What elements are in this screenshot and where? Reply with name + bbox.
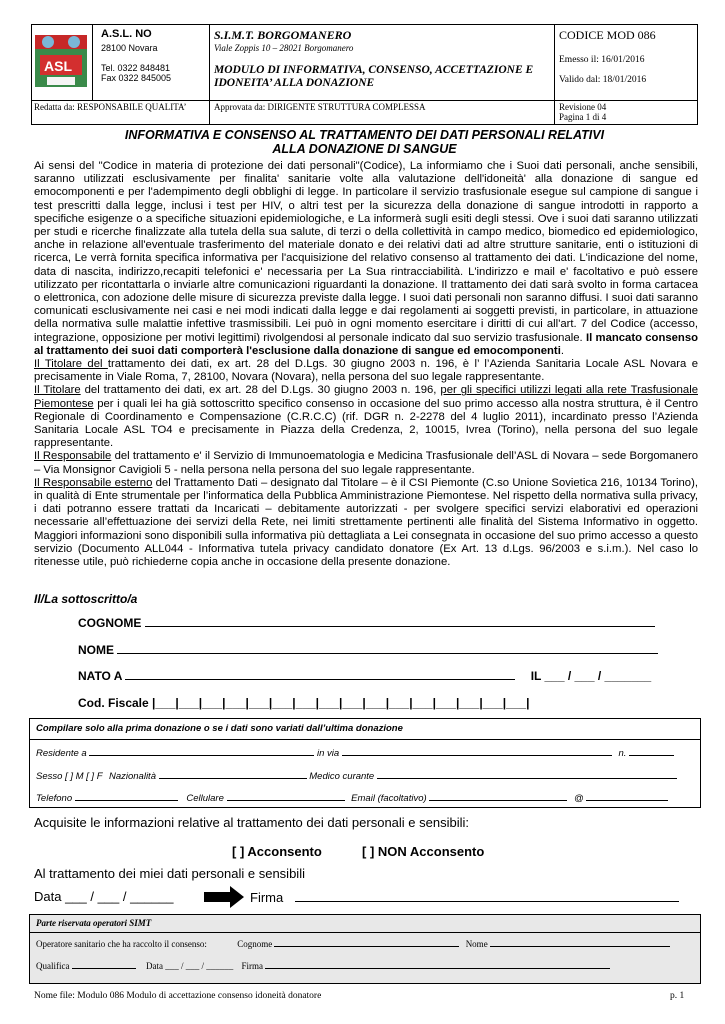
operator-cognome-label: Cognome (237, 939, 273, 949)
footer-page: p. 1 (670, 991, 685, 1001)
email-label: Email (facoltativo) (351, 793, 427, 804)
contact-row (36, 791, 668, 804)
doctor-label: Medico curante (309, 771, 375, 782)
operator-box-title: Parte riservata operatori SIMT (36, 918, 152, 928)
consent-no-checkbox[interactable]: [ ] NON Acconsento (362, 844, 485, 859)
operator-box-header (30, 915, 700, 933)
number-field[interactable] (629, 746, 674, 756)
residente-field[interactable] (89, 746, 314, 756)
approved-cell (210, 101, 555, 125)
cognome-field[interactable] (145, 616, 655, 627)
nationality-field[interactable] (159, 769, 307, 779)
revision: Revisione 04 (559, 102, 607, 112)
module-title: MODULO DI INFORMATIVA, CONSENSO, ACCETTAZIONE E IDONEITA’ ALLA DONAZIONE (214, 64, 534, 89)
issued-date: Emesso il: 16/01/2016 (559, 55, 645, 65)
operator-cognome-field[interactable] (274, 938, 459, 947)
valid-date: Valido dal: 18/01/2016 (559, 75, 647, 85)
doctor-field[interactable] (377, 769, 677, 779)
arrow-right-icon (204, 886, 244, 908)
asl-title: A.S.L. NO (101, 28, 152, 40)
asl-logo-icon (32, 25, 90, 95)
operator-label: Operatore sanitario che ha raccolto il consenso: (36, 939, 207, 949)
consent-yes-checkbox[interactable]: [ ] Acconsento (232, 844, 322, 859)
logo-text: ASL (44, 58, 72, 74)
personal-data-box-header (30, 719, 700, 740)
title-line-1: INFORMATIVA E CONSENSO AL TRATTAMENTO DEI DATI PERSONALI RELATIVI (124, 128, 605, 142)
simt-cell (210, 25, 555, 101)
operator-box (29, 914, 701, 984)
module-code: CODICE MOD 086 (559, 28, 656, 42)
mobile-field[interactable] (227, 791, 345, 801)
approved-by: Approvata da: DIRIGENTE STRUTTURA COMPLESSA (214, 102, 426, 112)
qualifica-field[interactable] (72, 960, 136, 969)
footer-filename: Nome file: Modulo 086 Modulo di accettazione consenso idoneità donatore (34, 991, 322, 1001)
paragraph-titolare: Il Titolare del trattamento dei dati, ex art. 28 del D.Lgs. 30 giugno 2003 n. 196, è l’ l’Azienda Sanitaria Locale ASL Novara e precisamente in Viale Roma, 7, 28100, Novara (Novara), nella persona del suo legale rappresentante. (34, 358, 698, 384)
operator-date-field[interactable]: Data ___ / ___ / ______ (145, 961, 234, 971)
cognome-label: COGNOME (78, 616, 142, 630)
via-field[interactable] (342, 746, 612, 756)
nome-field[interactable] (117, 643, 658, 654)
nato-line (78, 669, 651, 683)
sensitive-data-label: Al trattamento dei miei dati personali e sensibili (34, 866, 305, 881)
asl-fax: Fax 0322 845005 (101, 73, 172, 83)
donor-signature-field[interactable] (295, 889, 679, 902)
sex-row (36, 769, 677, 782)
operator-nome-label: Nome (465, 939, 488, 949)
mobile-label: Cellulare (186, 793, 224, 804)
birth-date-field[interactable]: IL ___ / ___ / _______ (530, 669, 652, 683)
nationality-label: Nazionalità (108, 771, 156, 782)
cognome-line (78, 616, 655, 630)
asl-address: 28100 Novara (101, 43, 158, 53)
qualifica-label: Qualifica (36, 961, 70, 971)
code-cell (555, 25, 698, 101)
email-field[interactable] (429, 791, 567, 801)
operator-nome-field[interactable] (490, 938, 670, 947)
drafted-by: Redatta da: RESPONSABILE QUALITA’ (34, 102, 187, 112)
phone-field[interactable] (75, 791, 178, 801)
operator-row (36, 938, 670, 949)
acquired-info: Acquisite le informazioni relative al trattamento dei dati personali e sensibili: (34, 815, 469, 830)
page-count: Pagina 1 di 4 (559, 112, 607, 122)
operator-signature-field[interactable] (265, 960, 610, 969)
paragraph-responsabile-esterno: Il Responsabile esterno del Trattamento Dati – designato dal Titolare – è il CSI Piemonte (C.so Unione Sovietica 216, 10134 Torino), in qualità di Ente strumentale per l’informatica della Pubblica Amministrazione Piemontese. Nel rispetto della normativa sulla privacy, i dati potranno essere trattati da Incaricati – debitamente autorizzati - per svolgere specifici servizi elaborativi ed operazioni necessarie all’effettuazione dei servizi della Rete, nei limiti strettamente pertinenti alle finalità del Sistema Informativo in oggetto. Maggiori informazioni sono disponibili sulla informativa più dettagliata a Lei consegnata in occasione del suo primo accesso a questo servizio (Documento ALL044 - Informativa tutela privacy candidato donatore (Ex Art. 13 d.Lgs. 96/2003 e s.i.m.). Nel caso lo ritenesse utile, può richiederne copia anche in occasione della presente donazione. (34, 476, 698, 569)
sex-checkboxes[interactable]: Sesso [ ] M [ ] F (36, 771, 103, 782)
nato-label: NATO A (78, 669, 122, 683)
cod-fiscale-field[interactable]: Cod. Fiscale |___|___|___|___|___|___|___|___|___|___|___|___|___|___|___|___| (78, 696, 530, 710)
phone-label: Telefono (36, 793, 73, 804)
personal-data-box (29, 718, 701, 808)
operator-row-2 (36, 960, 610, 971)
donor-signature-label: Firma (250, 890, 284, 905)
at-sign: @ (573, 793, 584, 804)
simt-title: S.I.M.T. BORGOMANERO (214, 28, 352, 42)
paragraph-titolare-rete: Il Titolare del trattamento dei dati, ex art. 28 del D.Lgs. 30 giugno 2003 n. 196, per gli specifici utilizzi legati alla rete Trasfusionale Piemontese per i quali lei ha già sottoscritto specifico consenso in occasione del suo primo accesso alla nostra struttura, è il Centro Regionale di Coordinamento e Compensazione (C.R.C.C) (rif. DGR n. 2-2278 del 4 luglio 2011), incardinato presso l’Azienda Sanitaria Locale ASL TO4 e precisamente in Piazza della Credenza, 2, 10015, Ivrea (Torino), nella persona del suo legale rappresentante. (34, 384, 698, 450)
drafted-cell (32, 101, 210, 125)
personal-data-box-title: Compilare solo alla prima donazione o se i dati sono variati dall’ultima donazione (36, 723, 403, 734)
informative-text (34, 160, 698, 569)
asl-cell (93, 25, 210, 101)
simt-address: Viale Zoppis 10 – 28021 Borgomanero (214, 43, 354, 53)
document-title (31, 128, 698, 156)
residence-row (36, 746, 674, 759)
paragraph-privacy: Ai sensi del "Codice in materia di protezione dei dati personali"(Codice), La informiamo che i Suoi dati personali, anche sensibili, saranno utilizzati esclusivamente per finalita' sanitarie volte alla valutazione dell'idoneità' alla donazione di sangue ed emocomponenti e per l'adempimento degli obblighi di legge. In particolare il servizio trasfusionale esegue sul campione di sangue i test prescritti dalla legge, inclusi i test per HIV, o altri test per la sicurezza della donazione di sangue introdotti in rapporto a specifiche esigenze o a specifiche situazioni epidemiologiche, e La informerà sugli esiti degli stessi. Ove i suoi dati saranno utilizzati per studi e ricerche finalizzate alla tutela della sua salute, di terzi o della collettività in campo medico, biomedico ed epidemiologico, anche in relazione all'eventuale trasferimento del materiale donato e dei relativi dati ad altre strutture sanitarie, enti o istituzioni di ricerca, Le verrà fornita specifica informativa per l'acquisizione del relativo consenso al trattamento dei dati. L'indicazione del nome, data di nascita, indirizzo,recapiti telefonici e' necessaria per La Sua rintracciabilità. L'indirizzo e mail e' facoltativo e può essere utilizzato per ricontattarla o inviarle altre comunicazioni riguardanti la donazione. Il trattamento dei dati sarà svolto in forma cartacea o elettronica, con adozione delle misure di sicurezza previste dalla legge. I suoi dati personali non saranno diffusi. I suoi dati saranno comunicati esclusivamente nei casi e nei modi indicati dalla legge e dai regolamenti ai soggetti previsti, in particolare, in attuazione della normativa sulle malattie infettive trasmissibili. Lei può in ogni momento esercitare i diritti di cui all'art. 7 del Codice (accesso, integrazione, opposizione per motivi legittimi) rivolgendosi al personale indicato dal suo servizio trasfusionale. Il mancato consenso al trattamento dei suoi dati comporterà l'esclusione dalla donazione di sangue ed emocomponenti. (34, 160, 699, 357)
header-table (31, 24, 698, 125)
revision-cell (555, 101, 698, 125)
nome-label: NOME (78, 643, 114, 657)
logo-cell (32, 25, 93, 101)
donor-signature-line (250, 889, 679, 905)
number-label: n. (618, 748, 627, 759)
undersigned-label: Il/La sottoscritto/a (34, 592, 138, 606)
paragraph-responsabile: Il Responsabile del trattamento e' il Servizio di Immunoematologia e Medicina Trasfusionale dell’ASL di Novara – sede Borgomanero – Via Monsignor Cavigioli 5 - nella persona nella persona del suo legale rappresentante. (34, 450, 698, 476)
title-line-2: ALLA DONAZIONE DI SANGUE (272, 142, 457, 156)
residente-label: Residente a (36, 748, 87, 759)
nato-field[interactable] (125, 669, 515, 680)
nome-line (78, 643, 658, 657)
email-domain-field[interactable] (586, 791, 668, 801)
via-label: in via (316, 748, 340, 759)
donor-date-field[interactable]: Data ___ / ___ / ______ (34, 889, 174, 904)
operator-signature-label: Firma (241, 961, 263, 971)
asl-tel: Tel. 0322 848481 (101, 63, 171, 73)
